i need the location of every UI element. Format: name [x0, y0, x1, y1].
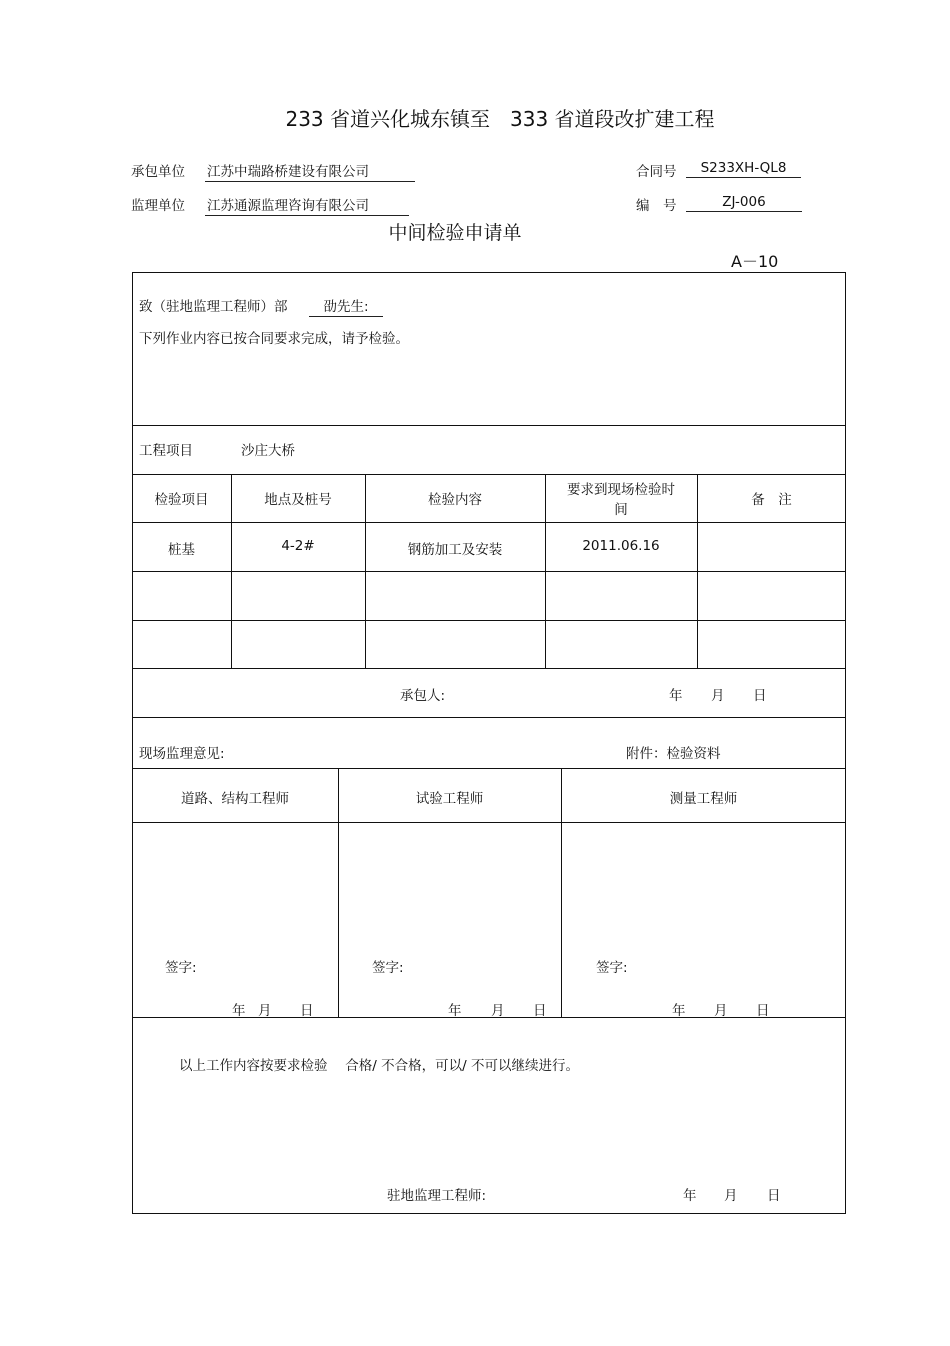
opinion-label: 现场监理意见: [139, 746, 225, 762]
divider [132, 522, 846, 523]
test-engineer-label: 试验工程师 [415, 791, 484, 807]
table-cell: 桩基 [168, 542, 195, 558]
serial-label: 编 号 [636, 198, 677, 214]
contractor-sign-day: 日 [753, 688, 767, 704]
header-location: 地点及桩号 [264, 492, 332, 508]
contract-no-value: S233XH-QL8 [686, 160, 801, 178]
contractor-sign-month: 月 [711, 688, 725, 704]
road-date-year: 年 [232, 1003, 246, 1019]
form-title: 中间检验申请单 [388, 222, 522, 244]
divider [132, 822, 846, 823]
contractor-label: 承包单位 [131, 164, 185, 180]
conclusion-day: 日 [767, 1188, 781, 1204]
request-body: 下列作业内容已按合同要求完成，请予检验。 [139, 331, 409, 347]
contractor-sign-label: 承包人: [400, 688, 446, 704]
header-time-line1: 要求到现场检验时 [567, 482, 675, 498]
divider [132, 768, 846, 769]
serial-value: ZJ-006 [686, 194, 802, 212]
project-label: 工程项目 [139, 443, 193, 459]
document-title: 233 省道兴化城东镇至 333 省道段改扩建工程 [285, 107, 715, 131]
header-inspection-item: 检验项目 [154, 492, 209, 508]
form-number: A－10 [731, 252, 779, 271]
addressee-label: 致（驻地监理工程师）部 [139, 299, 288, 315]
divider [132, 717, 846, 718]
attachment-label: 附件：检验资料 [626, 746, 721, 762]
road-date-month: 月 [258, 1003, 272, 1019]
test-date-month: 月 [491, 1003, 505, 1019]
survey-engineer-label: 测量工程师 [669, 791, 738, 807]
contractor-sign-year: 年 [669, 688, 683, 704]
test-date-day: 日 [533, 1003, 547, 1019]
addressee-value: 劭先生: [309, 295, 383, 317]
table-cell: 2011.06.16 [582, 538, 660, 554]
divider [132, 620, 846, 621]
divider [132, 571, 846, 572]
survey-date-month: 月 [714, 1003, 728, 1019]
road-date-day: 日 [300, 1003, 314, 1019]
table-cell: 钢筋加工及安装 [407, 542, 503, 558]
resident-engineer-label: 驻地监理工程师: [387, 1188, 487, 1204]
survey-date-day: 日 [756, 1003, 770, 1019]
conclusion-month: 月 [724, 1188, 738, 1204]
header-content: 检验内容 [428, 492, 482, 508]
conclusion-text: 以上工作内容按要求检验 合格/ 不合格，可以/ 不可以继续进行。 [179, 1058, 579, 1074]
road-engineer-label: 道路、结构工程师 [181, 791, 289, 807]
conclusion-year: 年 [683, 1188, 697, 1204]
header-remarks: 备 注 [751, 492, 792, 508]
survey-sign-label: 签字: [596, 960, 628, 976]
contract-no-label: 合同号 [636, 164, 677, 180]
project-value: 沙庄大桥 [241, 443, 295, 459]
supervisor-value: 江苏通源监理咨询有限公司 [205, 194, 409, 216]
road-sign-label: 签字: [165, 960, 197, 976]
header-time-line2: 间 [614, 502, 628, 518]
test-sign-label: 签字: [372, 960, 404, 976]
supervisor-label: 监理单位 [131, 198, 185, 214]
divider [132, 668, 846, 669]
divider [132, 474, 846, 475]
survey-date-year: 年 [672, 1003, 686, 1019]
test-date-year: 年 [448, 1003, 462, 1019]
divider [132, 425, 846, 426]
contractor-value: 江苏中瑞路桥建设有限公司 [205, 160, 415, 182]
table-cell: 4-2# [281, 538, 315, 554]
